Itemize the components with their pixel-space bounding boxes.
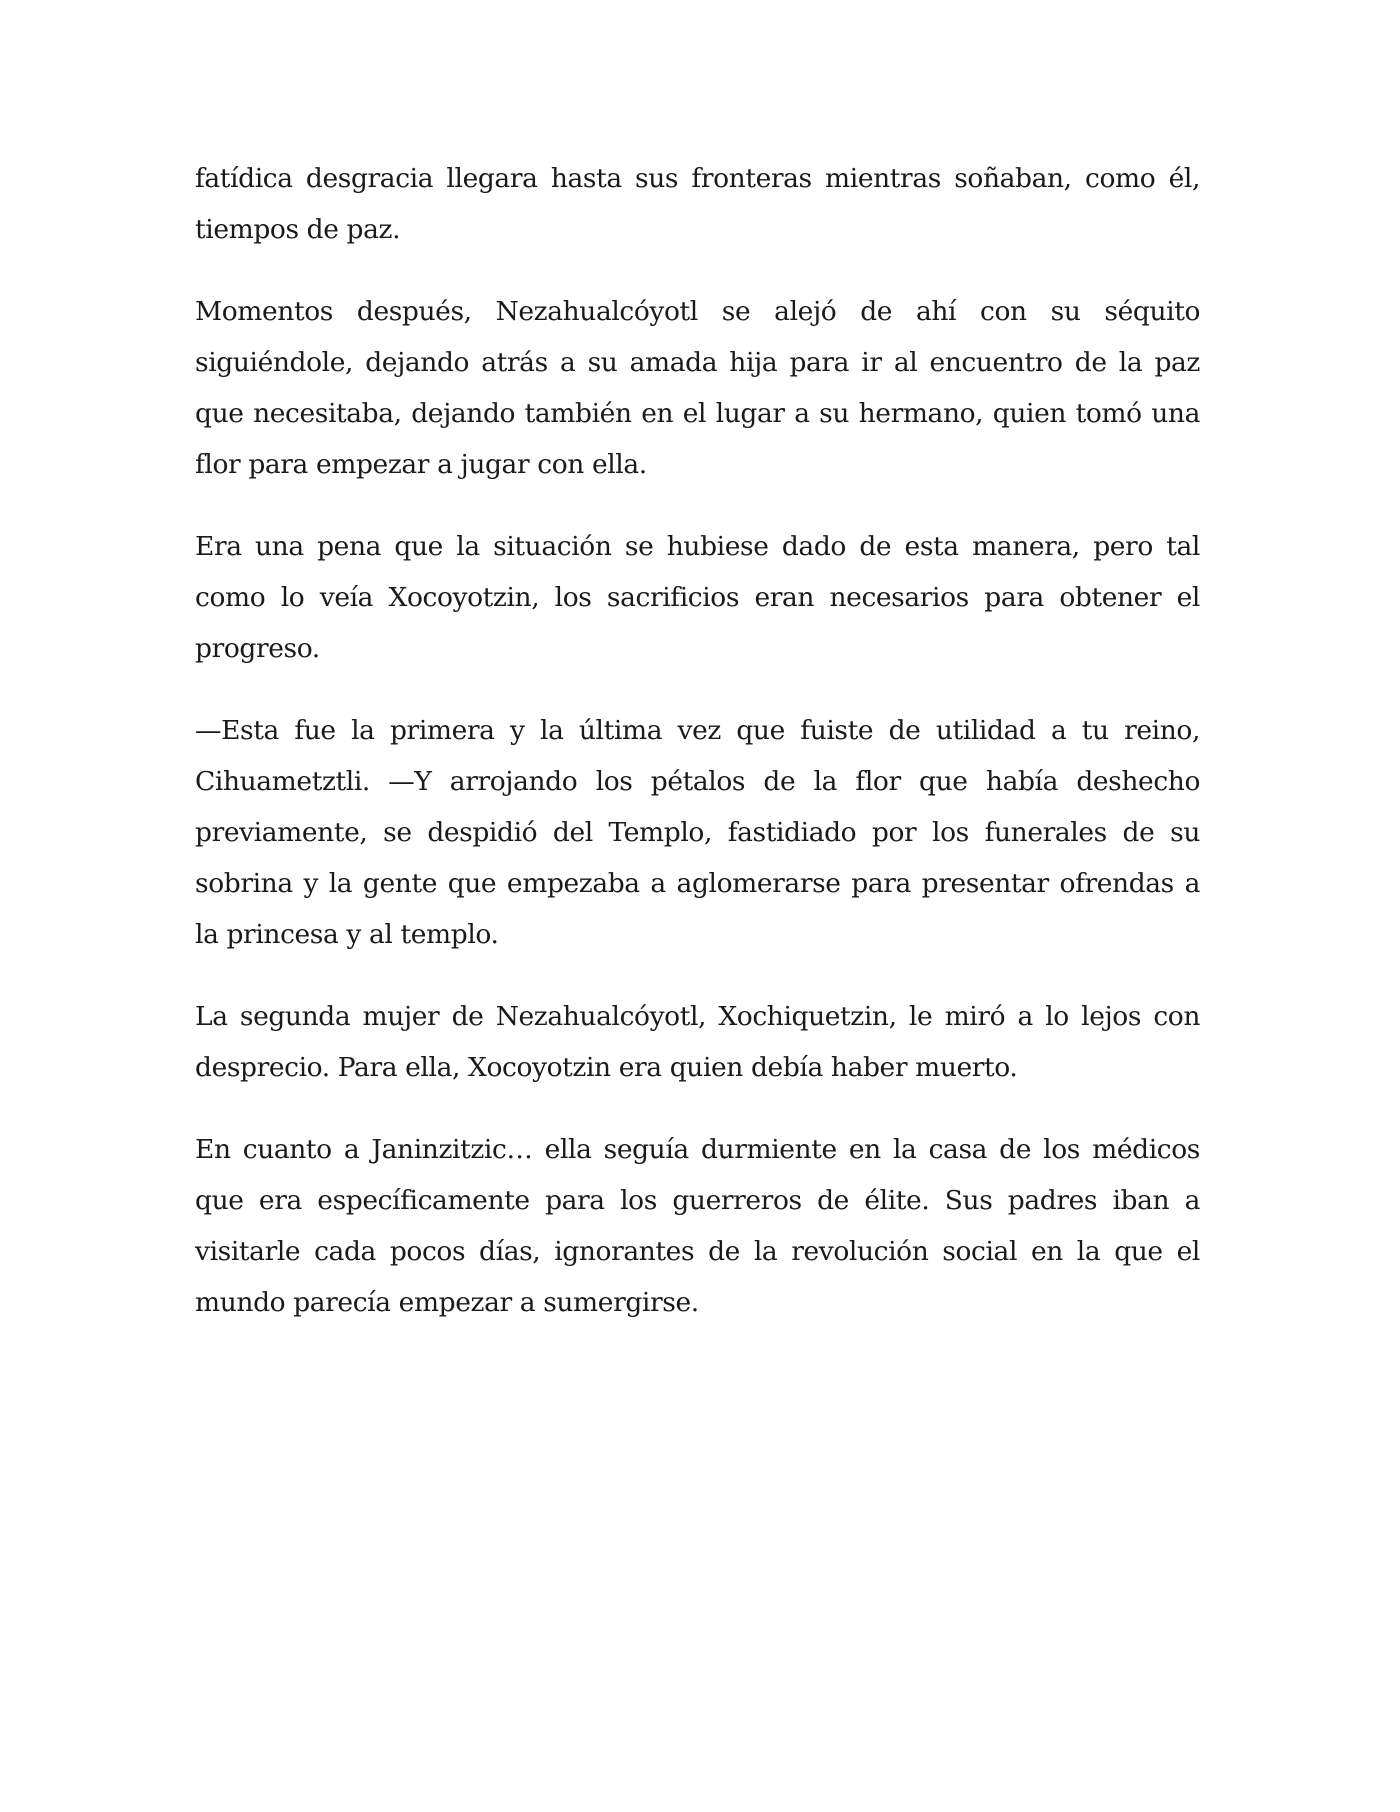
paragraph-2: Momentos después, Nezahualcóyotl se alejó de ahí con su séquito siguiéndole, dejando atrás a su amada hija para ir al encuentro de la paz que necesitaba, dejando también en el lugar a su hermano, quien tomó una flor para empezar a jugar con ella. [195, 296, 1200, 480]
body-text [195, 153, 1200, 1359]
paragraph-6: En cuanto a Janinzitzic… ella seguía durmiente en la casa de los médicos que era específicamente para los guerreros de élite. Sus padres iban a visitarle cada pocos días, ignorantes de la revolución social en la que el mundo parecía empezar a sumergirse. [195, 1134, 1200, 1318]
paragraph-5: La segunda mujer de Nezahualcóyotl, Xochiquetzin, le miró a lo lejos con desprecio. Para ella, Xocoyotzin era quien debía haber muerto. [195, 1001, 1200, 1083]
paragraph-1: fatídica desgracia llegara hasta sus fronteras mientras soñaban, como él, tiempos de paz. [195, 163, 1200, 245]
paragraph-4: —Esta fue la primera y la última vez que fuiste de utilidad a tu reino, Cihuametztli. —Y arrojando los pétalos de la flor que había deshecho previamente, se despidió del Templo, fastidiado por los funerales de su sobrina y la gente que empezaba a aglomerarse para presentar ofrendas a la princesa y al templo. [195, 715, 1200, 950]
paragraph-3: Era una pena que la situación se hubiese dado de esta manera, pero tal como lo veía Xocoyotzin, los sacrificios eran necesarios para obtener el progreso. [195, 531, 1200, 664]
